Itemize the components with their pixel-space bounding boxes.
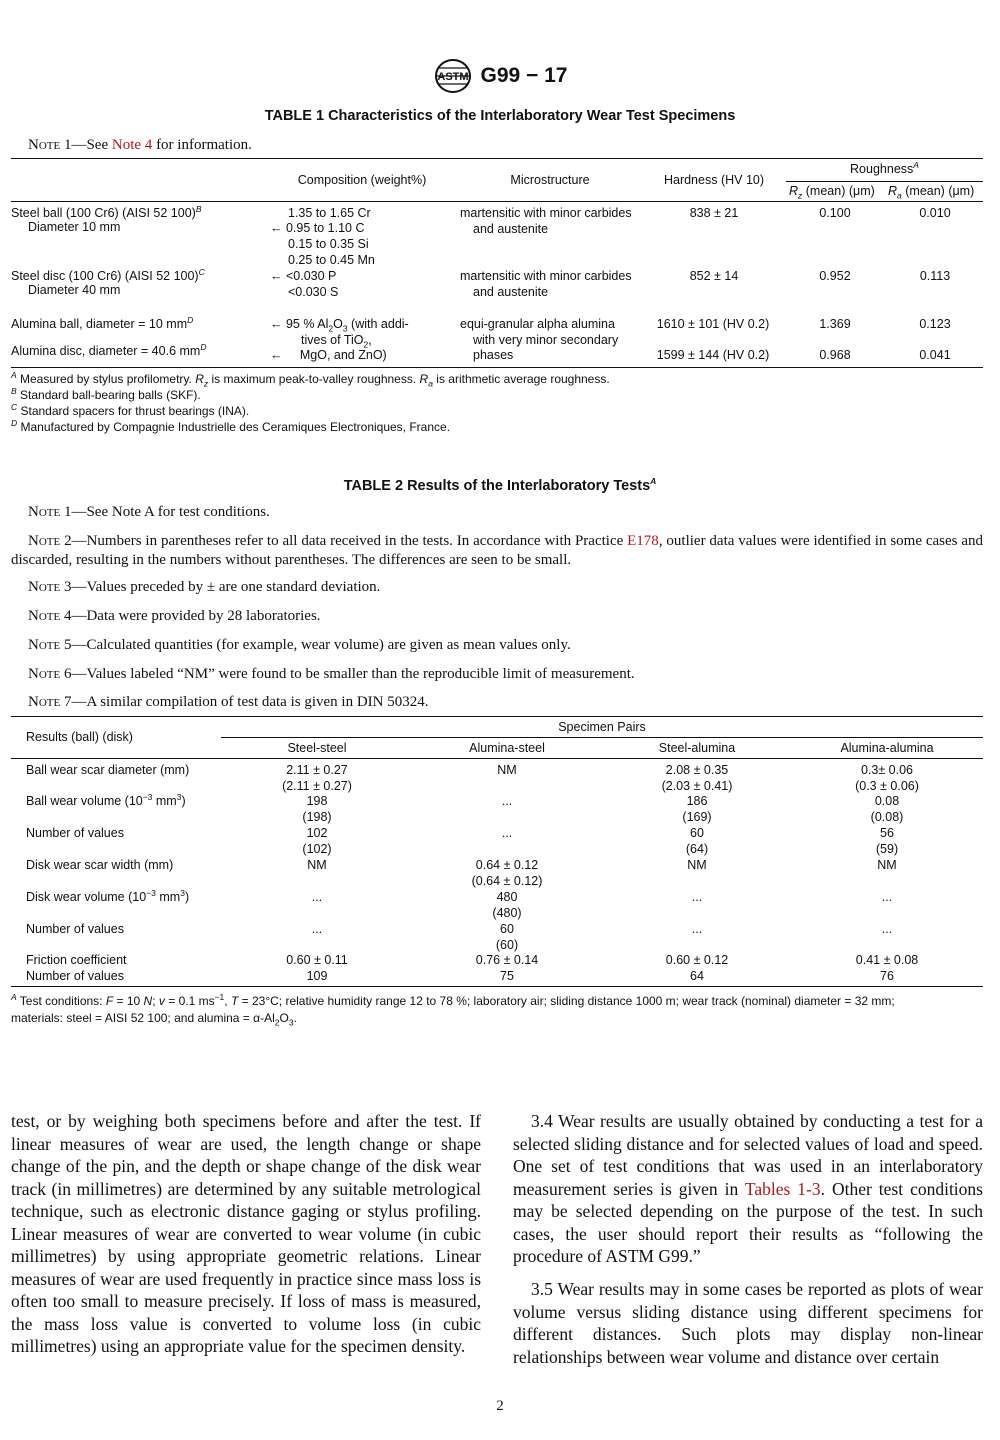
cell: 186	[686, 794, 708, 808]
table2-note2: Note 2—Numbers in parentheses refer to all data received in the tests. In accordance with Practice E178, outlier data values were identified in some cases and discarded, resulting in the numbers without parentheses. The differences are seen to be small.	[11, 533, 984, 568]
micro-steel-ball-1: martensitic with minor carbides	[460, 206, 632, 220]
cell: 2.11 ± 0.27	[286, 763, 348, 777]
steel-ball-diameter: Diameter 10 mm	[28, 220, 121, 234]
cell: 480	[496, 890, 518, 904]
steel-disc-diameter: Diameter 40 mm	[28, 283, 121, 297]
cell: 0.64 ± 0.12	[475, 858, 539, 872]
alumina-disc-label: Alumina disc, diameter = 40.6 $mm^D$	[11, 341, 207, 358]
table2-note1: Note 1—See Note A for test conditions.	[28, 504, 270, 520]
cell: ...	[881, 922, 893, 936]
col-specimen-pairs: Specimen Pairs	[558, 720, 646, 734]
cell: NM	[877, 858, 897, 872]
cell: 0.3± 0.06	[860, 763, 914, 777]
cell: 109	[306, 969, 328, 983]
row-label-ball-wear-scar: Ball wear scar diameter (mm)	[26, 763, 190, 777]
cell: (59)	[875, 842, 899, 856]
cell: NM	[307, 858, 327, 872]
cell: (2.11 ± 0.27)	[282, 779, 352, 793]
col-rz: $R_z$ (mean) (μm)	[789, 184, 875, 201]
comp-s: <0.030 S	[288, 285, 339, 299]
table1-footnote-c: $^C$ Standard spacers for thrust bearings (INA).	[11, 402, 250, 418]
table1-bottom-rule	[11, 367, 983, 368]
micro-alumina-2: with very minor secondary	[473, 333, 619, 347]
table1-top-rule	[11, 158, 983, 159]
cell: (64)	[685, 842, 709, 856]
cell: (169)	[682, 810, 712, 824]
comp-si: 0.15 to 0.35 Si	[288, 237, 369, 251]
rz-steel-ball: 0.100	[819, 206, 851, 220]
cell: (60)	[495, 938, 519, 952]
cell: 0.41 ± 0.08	[855, 953, 919, 967]
cell: (480)	[492, 906, 522, 920]
col-steel-steel: Steel-steel	[287, 741, 347, 755]
cell: 0.60 ± 0.12	[665, 953, 729, 967]
micro-steel-ball-2: and austenite	[473, 222, 549, 236]
cell: 0.08	[874, 794, 900, 808]
table1-note1: Note 1—See Note 4 for information.	[28, 137, 252, 153]
paragraph-3-4: 3.4 Wear results are usually obtained by conducting a test for a selected sliding distance and for selected values of load and speed. One set of test conditions that was used in an interlaboratory measurement series is given in Tables 1-3. Other test conditions may be selected depending on the purpose of the test. In such cases, the user should report their results as “following the procedure of ASTM G99.”	[513, 1111, 983, 1266]
arrow-left-icon: ←	[270, 348, 283, 362]
row-label-number-of-values: Number of values	[26, 969, 124, 983]
cell: 0.76 ± 0.14	[475, 953, 539, 967]
cell: (198)	[302, 810, 332, 824]
table2-note6: Note 6—Values labeled “NM” were found to be smaller than the reproducible limit of measurement.	[28, 666, 635, 682]
document-id: G99 − 17	[480, 64, 568, 87]
row-label-ball-wear-volume: Ball wear volume ($10^{-3}$ $mm^3$)	[26, 791, 186, 808]
micro-alumina-3: phases	[473, 348, 514, 362]
col-alumina-steel: Alumina-steel	[469, 741, 545, 755]
specimen-pairs-rule	[221, 737, 983, 738]
ra-steel-disc: 0.113	[919, 269, 951, 283]
table2-footnote-line2: materials: steel = AISI 52 100; and $alumina = \alpha-Al_2O_3$.	[11, 1011, 297, 1028]
col-hardness: Hardness (HV 10)	[663, 173, 765, 187]
hardness-alumina-ball: 1610 ± 101 (HV 0.2)	[656, 317, 770, 331]
micro-steel-disc-2: and austenite	[473, 285, 549, 299]
table1-footnote-a: $^A$ Measured by stylus profilometry. $R_z$ is maximum peak-to-valley roughness. $R_a$ is arithmetic average roughness.	[11, 370, 610, 389]
ra-alumina-disc: 0.041	[919, 348, 951, 362]
col-composition: Composition (weight%)	[297, 173, 427, 187]
table2-top-rule	[11, 716, 983, 717]
hardness-steel-ball: 838 ± 21	[689, 206, 739, 220]
cell: ...	[311, 890, 323, 904]
body-left-column: test, or by weighing both specimens before and after the test. If linear measures of wear are used, the length change or shape change of the pin, and the depth or shape change of the disk wear track (in millimetres) are determined by any suitable metrological technique, such as electronic distance gaging or stylus profiling. Linear measures of wear are converted to wear volume (in cubic millimetres) by using appropriate geometric relations. Linear measures of wear are used frequently in practice since mass loss is often too small to measure precisely. If loss of mass is measured, the mass loss value is converted to volume loss (in cubic millimetres) using an appropriate value for the specimen density.	[11, 1111, 481, 1356]
comp-c: ← 0.95 to 1.10 C	[270, 221, 365, 235]
page-header	[0, 58, 1000, 94]
table1-header-rule	[11, 201, 983, 202]
cell: (0.08)	[870, 810, 904, 824]
cell: NM	[497, 763, 517, 777]
cell: 60	[690, 826, 704, 840]
page-number: 2	[496, 1398, 504, 1414]
rz-alumina-ball: 1.369	[819, 317, 851, 331]
svg-text:ASTM: ASTM	[436, 71, 469, 83]
arrow-left-icon: ←	[270, 317, 283, 331]
row-label-disk-wear-scar: Disk wear scar width (mm)	[26, 858, 174, 872]
row-label-number-of-values: Number of values	[26, 826, 124, 840]
table2-footnote-line1: $^A$ Test conditions: F = 10 N; v = 0.1 $ms^{-1}$, T = 23°C; relative humidity range 12 to 78 %; laboratory air; sliding distance 1000 m; wear track (nominal) diameter = 32 mm;	[11, 992, 895, 1008]
row-label-number-of-values: Number of values	[26, 922, 124, 936]
tables-link[interactable]: Tables 1-3	[744, 1178, 821, 1199]
cell: ...	[691, 922, 703, 936]
table2-bottom-rule	[11, 986, 983, 987]
table2-note5: Note 5—Calculated quantities (for example, wear volume) are given as mean values only.	[28, 637, 571, 653]
hardness-steel-disc: 852 ± 14	[689, 269, 739, 283]
col-ra: $R_a$ (mean) (μm)	[888, 184, 975, 201]
paragraph-3-5: 3.5 Wear results may in some cases be reported as plots of wear volume versus sliding distance using different specimens for different distances. Such plots may display non-linear relationships between wear volume and distance over certain	[513, 1279, 983, 1367]
steel-disc-label: Steel disc (100 Cr6) (AISI 52 100)$^C$	[11, 266, 205, 283]
col-microstructure: Microstructure	[510, 173, 590, 187]
cell: ...	[691, 890, 703, 904]
ra-alumina-ball: 0.123	[919, 317, 951, 331]
steel-ball-label: Steel ball (100 Cr6) (AISI 52 100)$^B$	[11, 203, 202, 220]
e178-link[interactable]: E178	[627, 533, 659, 549]
col-results: Results (ball) (disk)	[26, 730, 133, 744]
cell: (0.3 ± 0.06)	[855, 779, 919, 793]
comp-alumina-2: tives of TiO$_2$,	[301, 333, 372, 350]
cell: 75	[500, 969, 514, 983]
cell: ...	[501, 826, 513, 840]
micro-steel-disc-1: martensitic with minor carbides	[460, 269, 632, 283]
col-steel-alumina: Steel-alumina	[658, 741, 736, 755]
cell: NM	[687, 858, 707, 872]
cell: 64	[690, 969, 704, 983]
comp-alumina-1: ← 95 % $Al_2O_3$ (with addi-	[270, 317, 409, 334]
cell: 198	[306, 794, 328, 808]
comp-cr: 1.35 to 1.65 Cr	[288, 206, 371, 220]
col-alumina-alumina: Alumina-alumina	[840, 741, 934, 755]
table1-footnote-d: $^D$ Manufactured by Compagnie Industrielle des Ceramiques Electroniques, France.	[11, 418, 451, 434]
col-roughness: Roughness$^A$	[850, 159, 919, 176]
cell: (0.64 ± 0.12)	[471, 874, 543, 888]
cell: ...	[881, 890, 893, 904]
table2-title: TABLE 2 Results of the Interlaboratory Tests$^A$	[343, 476, 657, 494]
row-label-disk-wear-volume: Disk wear volume ($10^{-3}$ $mm^3$)	[26, 887, 190, 904]
table2-note3: Note 3—Values preceded by ± are one standard deviation.	[28, 579, 381, 595]
row-label-friction-coefficient: Friction coefficient	[26, 953, 127, 967]
rz-alumina-disc: 0.968	[819, 348, 851, 362]
cell: 60	[500, 922, 514, 936]
table2-header-rule	[11, 758, 983, 759]
table1-title: TABLE 1 Characteristics of the Interlaboratory Wear Test Specimens	[264, 108, 736, 124]
rz-steel-disc: 0.952	[819, 269, 851, 283]
comp-alumina-3: ← MgO, and ZnO)	[270, 348, 387, 362]
astm-logo-icon	[433, 58, 473, 94]
table2-note4: Note 4—Data were provided by 28 laboratories.	[28, 608, 321, 624]
ra-steel-ball: 0.010	[919, 206, 951, 220]
arrow-left-icon: ←	[270, 221, 283, 235]
cell: (102)	[302, 842, 332, 856]
cell: 2.08 ± 0.35	[665, 763, 729, 777]
cell: 76	[880, 969, 894, 983]
cell: 102	[306, 826, 328, 840]
cell: 0.60 ± 0.11	[286, 953, 348, 967]
cell: ...	[501, 794, 513, 808]
comp-p: ← <0.030 P	[270, 269, 337, 283]
roughness-rule	[786, 181, 983, 182]
table1-footnote-b: $^B$ Standard ball-bearing balls (SKF).	[11, 386, 201, 402]
table2-note7: Note 7—A similar compilation of test data is given in DIN 50324.	[28, 694, 429, 710]
cell: ...	[311, 922, 323, 936]
hardness-alumina-disc: 1599 ± 144 (HV 0.2)	[656, 348, 770, 362]
comp-mn: 0.25 to 0.45 Mn	[288, 253, 375, 267]
note4-link[interactable]: Note 4	[111, 137, 153, 153]
micro-alumina-1: equi-granular alpha alumina	[460, 317, 615, 331]
alumina-ball-label: Alumina ball, diameter = 10 $mm^D$	[11, 314, 194, 331]
cell: 56	[880, 826, 894, 840]
cell: (2.03 ± 0.41)	[661, 779, 733, 793]
arrow-left-icon: ←	[270, 269, 283, 283]
